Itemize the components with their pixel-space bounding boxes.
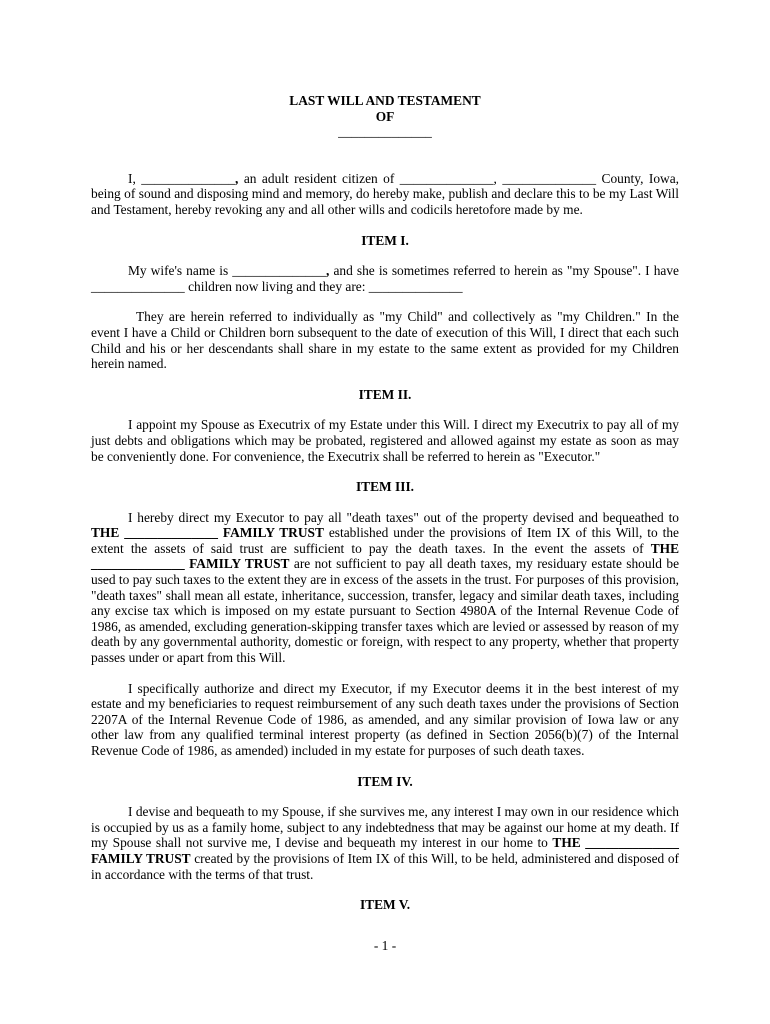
- item-4-para-b: created by the provisions of Item IX of this Will, to be held, administered and disposed of in accordance with the terms of that trust.: [91, 850, 679, 882]
- preamble-part2: an adult resident citizen of ______________, ______________ County, Iowa, being of sound and disposing mind and memory, do hereby make, publish and declare this to be my Last Will and Testament, hereby revoking any and all other wills and codicils heretofore made by me.: [91, 170, 680, 217]
- document-body: [91, 93, 679, 913]
- item-3-trust-name-1: THE ______________ FAMILY TRUST: [91, 525, 324, 541]
- item-4-heading: ITEM IV.: [357, 773, 413, 789]
- testator-name-blank: ______________: [338, 124, 432, 140]
- item-2-heading: ITEM II.: [358, 386, 412, 402]
- item-5-heading: ITEM V.: [359, 897, 411, 913]
- preamble-comma: ,: [235, 170, 239, 186]
- preamble-part1: I, ______________: [128, 170, 236, 186]
- item-4-paragraph: [91, 804, 679, 882]
- item-1-paragraph-1: [91, 263, 679, 294]
- item-3-para1-b: established under the provisions of Item IX of this Will, to the extent the assets of said trust are sufficient to pay the death taxes. In the event the assets of: [91, 525, 680, 556]
- document-title: LAST WILL AND TESTAMENT: [289, 93, 481, 108]
- item-3-trust-name-2: THE ______________ FAMILY TRUST: [91, 540, 679, 572]
- item-1-para1-comma: ,: [326, 263, 330, 279]
- item-3-heading: ITEM III.: [355, 479, 415, 495]
- item-3-para1-c: are not sufficient to pay all death taxes, my residuary estate should be used to pay such taxes to the extent they are in excess of the assets in the trust. For purposes of this provision, "death taxes" shall mean all estate, inheritance, succession, transfer, legacy and similar death taxes, including any excise tax which is imposed on my estate pursuant to Section 4980A of the Internal Revenue Code of 1986, as amended, excluding generation-skipping transfer taxes which are levied or assessed by reason of my death by any governmental authority, domestic or foreign, with respect to any property, whether that property passes under or apart from this Will.: [91, 556, 680, 666]
- item-1-para1-b: and she is sometimes referred to herein as "my Spouse". I have ______________ children now living and they are: ______________: [91, 263, 679, 294]
- item-1-paragraph-2: They are herein referred to individually as "my Child" and collectively as "my Children." In the event I have a Child or Children born subsequent to the date of execution of this Will, I direct that each such Child and his or her descendants shall share in my estate to the same extent as provided for my Children herein named.: [91, 309, 679, 372]
- item-1-para1-a: My wife's name is ______________: [128, 263, 327, 279]
- item-3-paragraph-2: I specifically authorize and direct my Executor, if my Executor deems it in the best interest of my estate and my beneficiaries to request reimbursement of any such death taxes under the provisions of Section 2207A of the Internal Revenue Code of 1986, as amended, and any similar provision of Iowa law or any other law from any qualified terminal interest property (as defined in Section 2056(b)(7) of the Internal Revenue Code of 1986, as amended) included in my estate for purposes of such death taxes.: [91, 680, 679, 758]
- preamble-paragraph: [91, 171, 679, 218]
- item-2-paragraph: I appoint my Spouse as Executrix of my Estate under this Will. I direct my Executrix to pay all of my just debts and obligations which may be probated, registered and allowed against my estate as soon as may be conveniently done. For convenience, the Executrix shall be referred to herein as "Executor.": [91, 417, 679, 464]
- item-4-para-a: I devise and bequeath to my Spouse, if she survives me, any interest I may own in our residence which is occupied by us as a family home, subject to any indebtedness that may be against our home at my death. If my Spouse shall not survive me, I devise and bequeath my interest in our home to: [91, 804, 679, 851]
- item-3-para1-a: I hereby direct my Executor to pay all "death taxes" out of the property devised and bequeathed to: [128, 509, 679, 525]
- page-number: - 1 -: [373, 938, 397, 953]
- document-title-of: OF: [375, 108, 395, 124]
- item-4-trust-name: THE ______________ FAMILY TRUST: [91, 835, 679, 866]
- item-1-heading: ITEM I.: [361, 232, 409, 248]
- item-3-paragraph-1: [91, 510, 679, 666]
